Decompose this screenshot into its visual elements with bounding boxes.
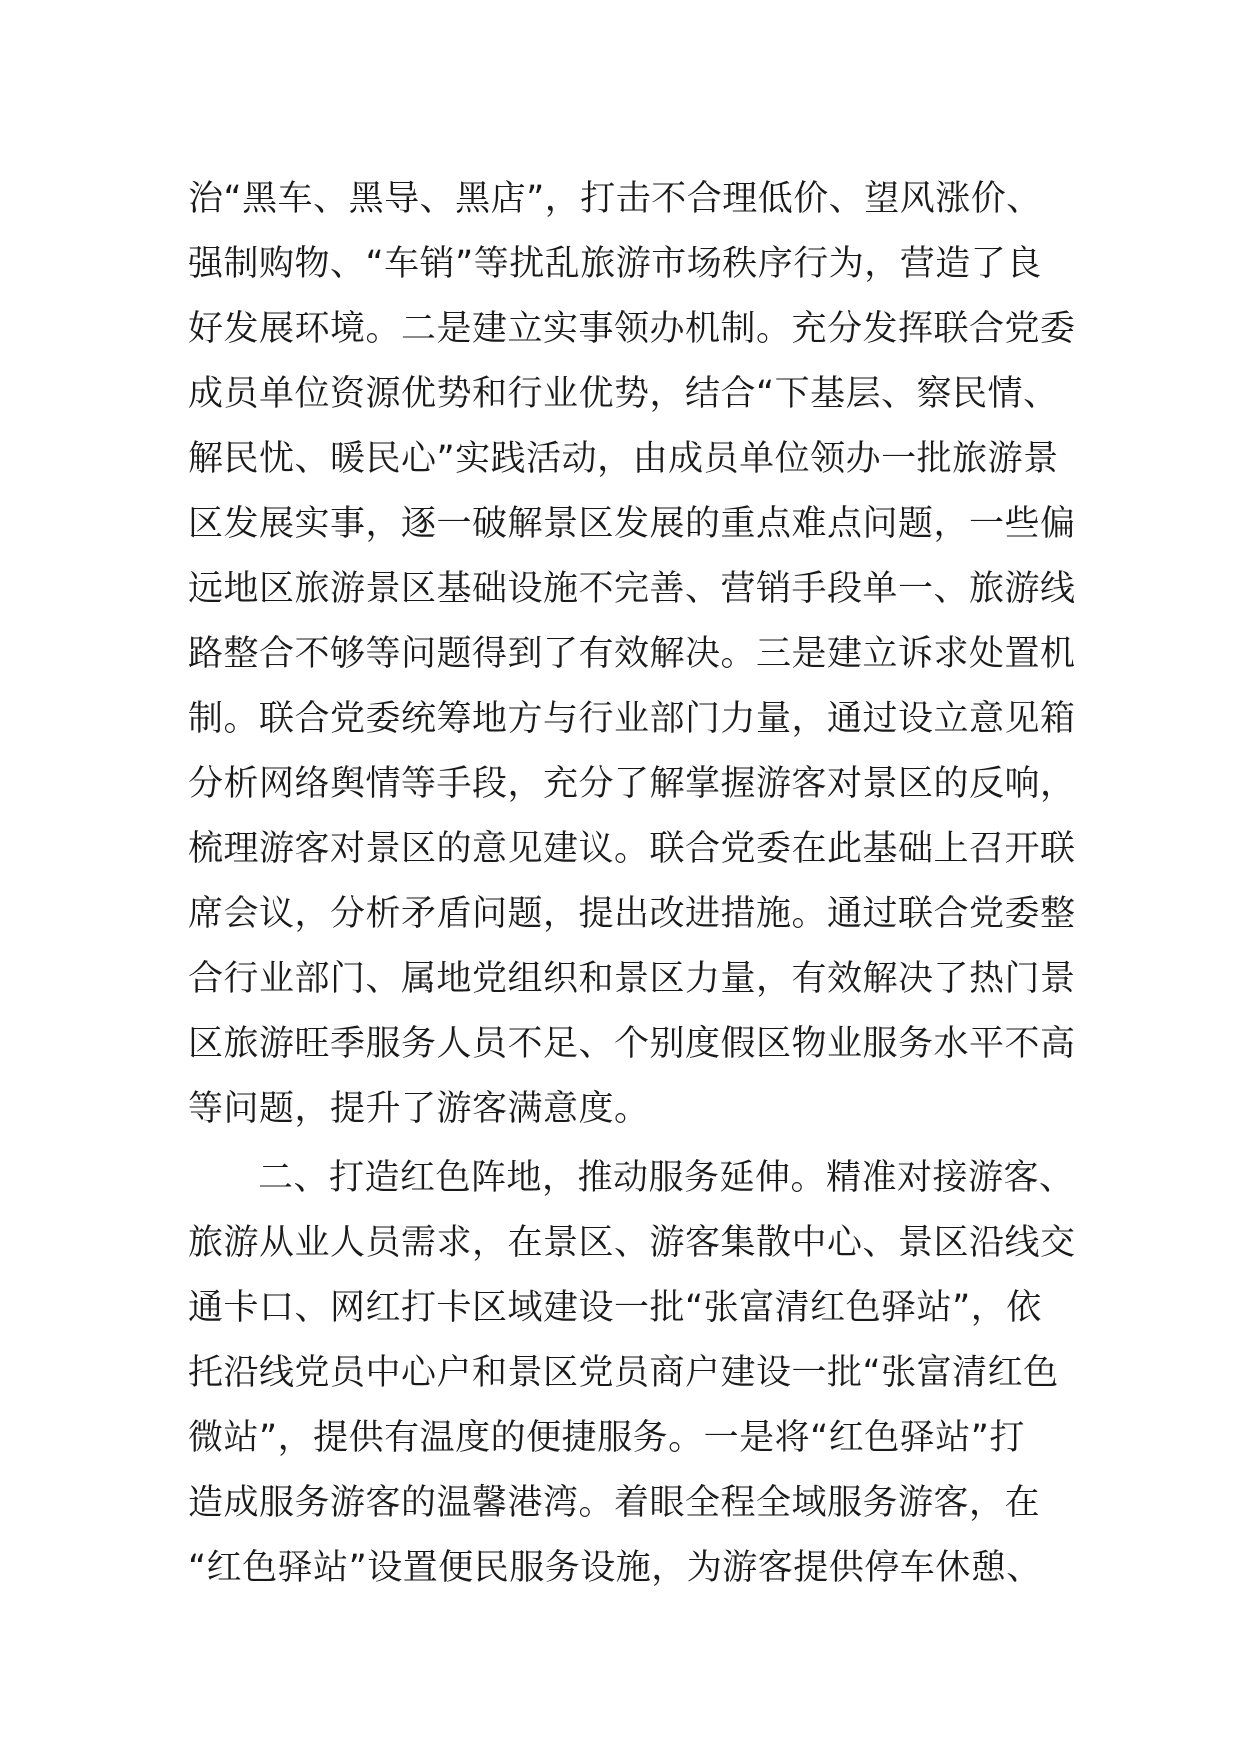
text-line: 解民忧、暖民心”实践活动，由成员单位领办一批旅游景 xyxy=(188,439,1059,479)
text-line: 席会议，分析矛盾问题，提出改进措施。通过联合党委整 xyxy=(188,894,1076,934)
text-line: “红色驿站”设置便民服务设施，为游客提供停车休憩、 xyxy=(188,1548,1042,1588)
text-line: 强制购物、“车销”等扰乱旅游市场秩序行为，营造了良 xyxy=(188,244,1042,284)
text-line: 微站”，提供有温度的便捷服务。一是将“红色驿站”打 xyxy=(188,1418,1025,1458)
text-line: 托沿线党员中心户和景区党员商户建设一批“张富清红色 xyxy=(188,1353,1059,1393)
text-line: 区发展实事，逐一破解景区发展的重点难点问题，一些偏 xyxy=(188,504,1076,544)
paragraph-2 xyxy=(188,1146,1076,1601)
paragraph-1 xyxy=(188,167,1076,1142)
document-body xyxy=(188,167,1076,1601)
text-line: 治“黑车、黑导、黑店”，打击不合理低价、望风涨价、 xyxy=(188,179,1042,219)
text-line: 合行业部门、属地党组织和景区力量，有效解决了热门景 xyxy=(188,959,1076,999)
text-line: 区旅游旺季服务人员不足、个别度假区物业服务水平不高 xyxy=(188,1024,1076,1064)
text-line: 造成服务游客的温馨港湾。着眼全程全域服务游客，在 xyxy=(188,1483,1041,1523)
text-line: 旅游从业人员需求，在景区、游客集散中心、景区沿线交 xyxy=(188,1223,1076,1263)
text-line: 成员单位资源优势和行业优势，结合“下基层、察民情、 xyxy=(188,374,1059,414)
text-line: 通卡口、网红打卡区域建设一批“张富清红色驿站”，依 xyxy=(188,1288,1042,1328)
text-line: 远地区旅游景区基础设施不完善、营销手段单一、旅游线 xyxy=(188,569,1076,609)
text-line: 二、打造红色阵地，推动服务延伸。精准对接游客、 xyxy=(258,1158,1075,1198)
text-line: 路整合不够等问题得到了有效解决。三是建立诉求处置机 xyxy=(188,634,1076,674)
text-line: 等问题，提升了游客满意度。 xyxy=(188,1089,650,1129)
text-line: 梳理游客对景区的意见建议。联合党委在此基础上召开联 xyxy=(188,829,1076,869)
text-line: 分析网络舆情等手段，充分了解掌握游客对景区的反响， xyxy=(188,764,1076,804)
text-line: 好发展环境。二是建立实事领办机制。充分发挥联合党委 xyxy=(188,309,1076,349)
text-line: 制。联合党委统筹地方与行业部门力量，通过设立意见箱 xyxy=(188,699,1076,739)
